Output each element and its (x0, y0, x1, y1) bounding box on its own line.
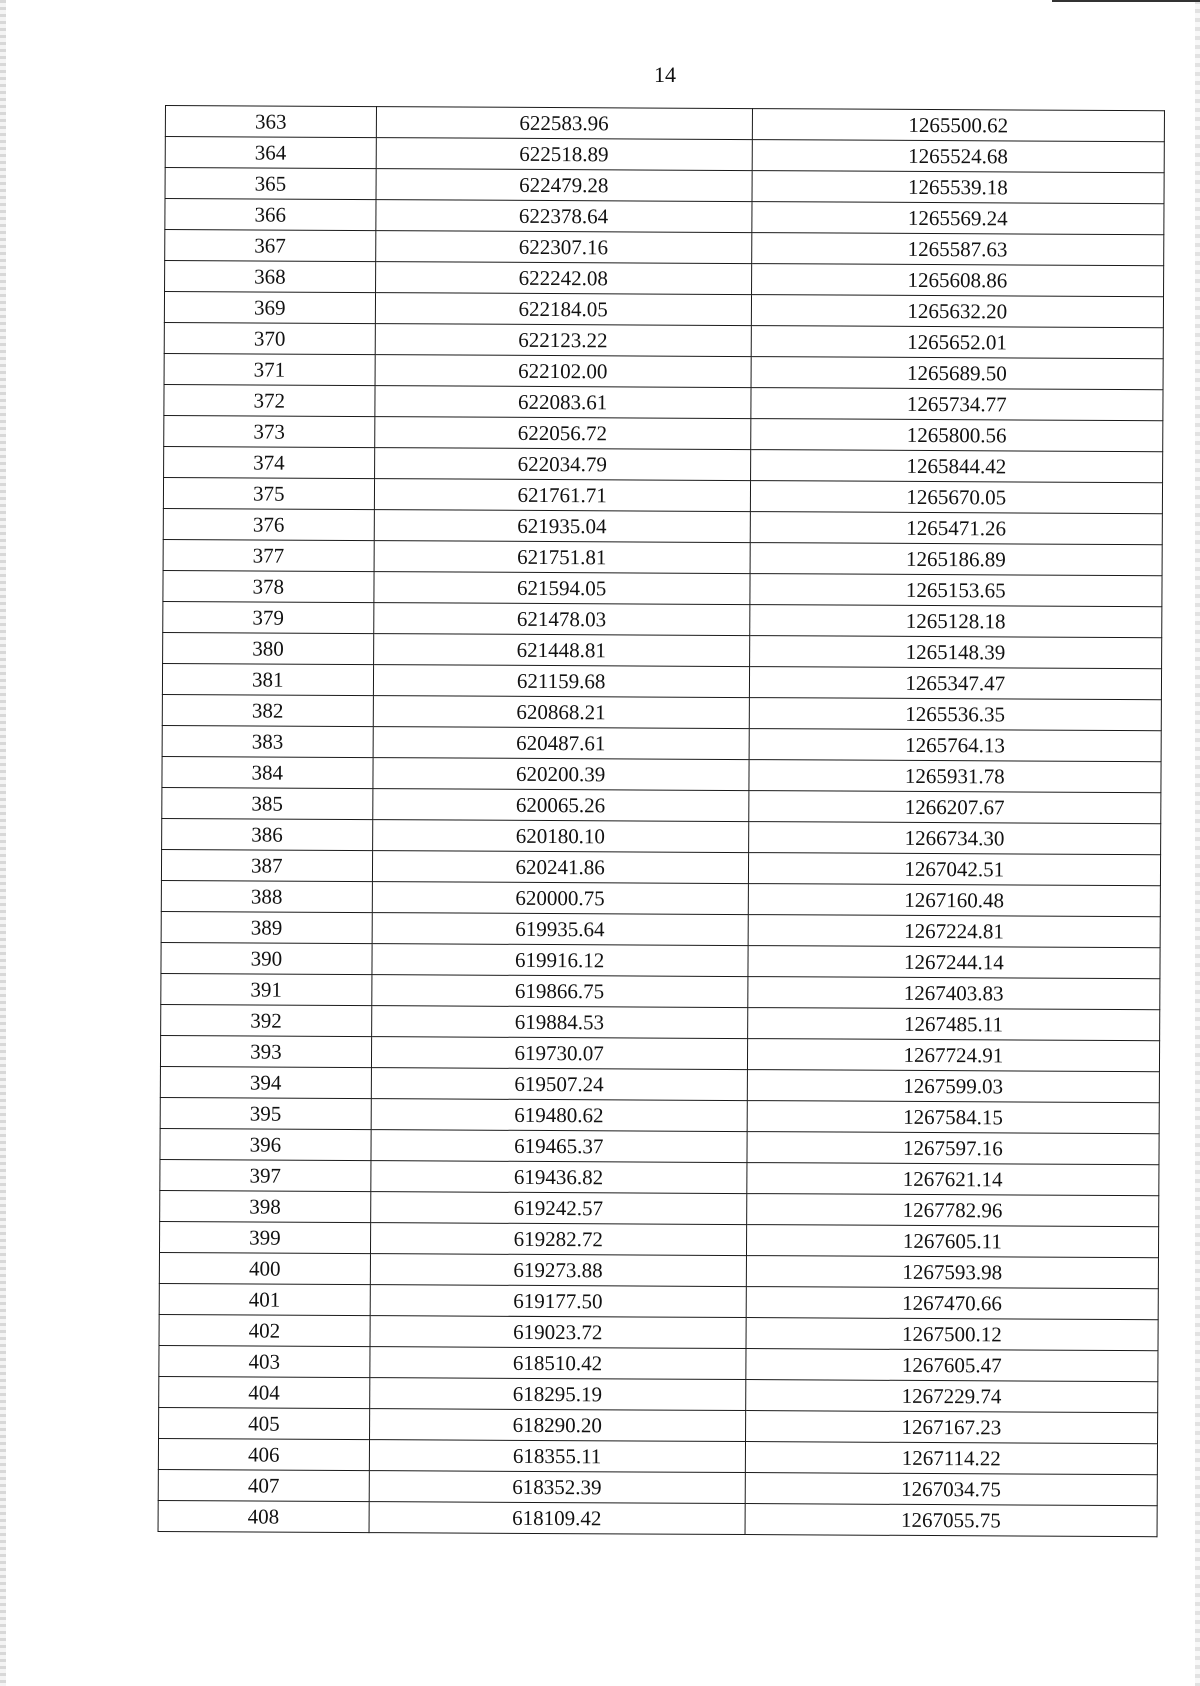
x-coordinate-cell: 622378.64 (376, 200, 752, 233)
table-row (158, 1469, 1157, 1505)
y-coordinate-cell: 1267160.48 (748, 884, 1160, 917)
point-number-cell: 366 (165, 199, 376, 231)
point-number-cell: 388 (161, 880, 372, 912)
y-coordinate-cell: 1265347.47 (749, 667, 1161, 700)
y-coordinate-cell: 1267782.96 (746, 1194, 1158, 1227)
y-coordinate-cell: 1267724.91 (747, 1039, 1159, 1072)
x-coordinate-cell: 619730.07 (371, 1037, 747, 1070)
y-coordinate-cell: 1267605.47 (746, 1349, 1158, 1382)
y-coordinate-cell: 1267034.75 (745, 1473, 1157, 1506)
x-coordinate-cell: 619242.57 (370, 1192, 746, 1225)
x-coordinate-cell: 622102.00 (375, 355, 751, 388)
point-number-cell: 400 (159, 1252, 370, 1284)
scan-left-edge (0, 0, 6, 1686)
y-coordinate-cell: 1265689.50 (751, 357, 1163, 390)
table-row (164, 415, 1163, 451)
y-coordinate-cell: 1267597.16 (747, 1132, 1159, 1165)
table-row (159, 1376, 1158, 1412)
x-coordinate-cell: 621478.03 (373, 603, 749, 636)
y-coordinate-cell: 1265632.20 (751, 295, 1163, 328)
y-coordinate-cell: 1265670.05 (750, 481, 1162, 514)
y-coordinate-cell: 1265148.39 (749, 636, 1161, 669)
x-coordinate-cell: 619436.82 (370, 1161, 746, 1194)
point-number-cell: 401 (159, 1283, 370, 1315)
y-coordinate-cell: 1265608.86 (751, 264, 1163, 297)
y-coordinate-cell: 1267500.12 (746, 1318, 1158, 1351)
table-row (165, 230, 1164, 266)
point-number-cell: 381 (162, 663, 373, 695)
x-coordinate-cell: 621594.05 (374, 572, 750, 605)
y-coordinate-cell: 1267593.98 (746, 1256, 1158, 1289)
y-coordinate-cell: 1267485.11 (747, 1008, 1159, 1041)
x-coordinate-cell: 619884.53 (371, 1006, 747, 1039)
x-coordinate-cell: 619023.72 (370, 1316, 746, 1349)
table-row (159, 1407, 1158, 1443)
point-number-cell: 365 (165, 168, 376, 200)
y-coordinate-cell: 1265844.42 (750, 450, 1162, 483)
y-coordinate-cell: 1265471.26 (750, 512, 1162, 545)
table-row (164, 322, 1163, 358)
point-number-cell: 374 (164, 446, 375, 478)
point-number-cell: 394 (160, 1066, 371, 1098)
x-coordinate-cell: 622083.61 (375, 386, 751, 419)
y-coordinate-cell: 1267470.66 (746, 1287, 1158, 1320)
y-coordinate-cell: 1267584.15 (747, 1101, 1159, 1134)
point-number-cell: 372 (164, 384, 375, 416)
x-coordinate-cell: 620000.75 (372, 882, 748, 915)
y-coordinate-cell: 1267114.22 (745, 1442, 1157, 1475)
y-coordinate-cell: 1267229.74 (745, 1380, 1157, 1413)
point-number-cell: 405 (159, 1407, 370, 1439)
point-number-cell: 382 (162, 694, 373, 726)
y-coordinate-cell: 1267599.03 (747, 1070, 1159, 1103)
point-number-cell: 385 (162, 787, 373, 819)
point-number-cell: 364 (165, 137, 376, 169)
x-coordinate-cell: 619507.24 (371, 1068, 747, 1101)
x-coordinate-cell: 622242.08 (375, 262, 751, 295)
point-number-cell: 391 (161, 973, 372, 1005)
x-coordinate-cell: 619273.88 (370, 1254, 746, 1287)
point-number-cell: 393 (160, 1035, 371, 1067)
y-coordinate-cell: 1265153.65 (750, 574, 1162, 607)
table-row (164, 446, 1163, 482)
table-row (164, 292, 1163, 328)
point-number-cell: 379 (163, 601, 374, 633)
x-coordinate-cell: 619935.64 (372, 913, 748, 946)
y-coordinate-cell: 1267224.81 (748, 915, 1160, 948)
point-number-cell: 408 (158, 1500, 369, 1532)
y-coordinate-cell: 1267605.11 (746, 1225, 1158, 1258)
x-coordinate-cell: 618355.11 (369, 1440, 745, 1473)
x-coordinate-cell: 622123.22 (375, 324, 751, 357)
point-number-cell: 399 (159, 1221, 370, 1253)
y-coordinate-cell: 1265931.78 (749, 760, 1161, 793)
point-number-cell: 380 (163, 632, 374, 664)
point-number-cell: 396 (160, 1128, 371, 1160)
x-coordinate-cell: 621159.68 (373, 665, 749, 698)
y-coordinate-cell: 1267042.51 (748, 853, 1160, 886)
table-row (164, 353, 1163, 389)
x-coordinate-cell: 620868.21 (373, 696, 749, 729)
table-row (158, 1438, 1157, 1474)
y-coordinate-cell: 1266734.30 (748, 822, 1160, 855)
table-row (165, 261, 1164, 297)
y-coordinate-cell: 1265536.35 (749, 698, 1161, 731)
x-coordinate-cell: 621761.71 (374, 479, 750, 512)
point-number-cell: 387 (161, 849, 372, 881)
point-number-cell: 370 (164, 322, 375, 354)
point-number-cell: 369 (164, 292, 375, 324)
point-number-cell: 407 (158, 1469, 369, 1501)
x-coordinate-cell: 619480.62 (371, 1099, 747, 1132)
point-number-cell: 376 (163, 508, 374, 540)
x-coordinate-cell: 622479.28 (376, 169, 752, 202)
y-coordinate-cell: 1265587.63 (751, 233, 1163, 266)
x-coordinate-cell: 622307.16 (375, 231, 751, 264)
table-row (158, 1500, 1157, 1536)
point-number-cell: 373 (164, 415, 375, 447)
x-coordinate-cell: 622583.96 (376, 107, 752, 140)
point-number-cell: 383 (162, 725, 373, 757)
x-coordinate-cell: 618352.39 (369, 1471, 745, 1504)
table-row (163, 477, 1162, 513)
point-number-cell: 390 (161, 942, 372, 974)
point-number-cell: 378 (163, 570, 374, 602)
x-coordinate-cell: 620487.61 (373, 727, 749, 760)
y-coordinate-cell: 1267403.83 (747, 977, 1159, 1010)
y-coordinate-cell: 1265128.18 (749, 605, 1161, 638)
point-number-cell: 397 (160, 1159, 371, 1191)
y-coordinate-cell: 1265539.18 (752, 171, 1164, 204)
point-number-cell: 377 (163, 539, 374, 571)
y-coordinate-cell: 1267167.23 (745, 1411, 1157, 1444)
y-coordinate-cell: 1267055.75 (745, 1504, 1157, 1537)
y-coordinate-cell: 1266207.67 (748, 791, 1160, 824)
point-number-cell: 367 (165, 230, 376, 262)
y-coordinate-cell: 1265764.13 (749, 729, 1161, 762)
table-row (163, 508, 1162, 544)
y-coordinate-cell: 1265652.01 (751, 326, 1163, 359)
x-coordinate-cell: 619916.12 (372, 944, 748, 977)
y-coordinate-cell: 1265569.24 (752, 202, 1164, 235)
y-coordinate-cell: 1267244.14 (748, 946, 1160, 979)
point-number-cell: 406 (158, 1438, 369, 1470)
point-number-cell: 375 (163, 477, 374, 509)
point-number-cell: 395 (160, 1097, 371, 1129)
x-coordinate-cell: 621448.81 (373, 634, 749, 667)
point-number-cell: 404 (159, 1376, 370, 1408)
coordinate-table-body (158, 106, 1164, 1537)
x-coordinate-cell: 619177.50 (370, 1285, 746, 1318)
x-coordinate-cell: 618295.19 (369, 1378, 745, 1411)
x-coordinate-cell: 618109.42 (369, 1502, 745, 1535)
point-number-cell: 398 (160, 1190, 371, 1222)
x-coordinate-cell: 620241.86 (372, 851, 748, 884)
x-coordinate-cell: 622184.05 (375, 293, 751, 326)
x-coordinate-cell: 618290.20 (369, 1409, 745, 1442)
y-coordinate-cell: 1265186.89 (750, 543, 1162, 576)
point-number-cell: 371 (164, 353, 375, 385)
x-coordinate-cell: 622034.79 (374, 448, 750, 481)
x-coordinate-cell: 622518.89 (376, 138, 752, 171)
x-coordinate-cell: 619866.75 (371, 975, 747, 1008)
point-number-cell: 403 (159, 1345, 370, 1377)
x-coordinate-cell: 618510.42 (370, 1347, 746, 1380)
top-rule-line (1052, 0, 1200, 2)
x-coordinate-cell: 621935.04 (374, 510, 750, 543)
y-coordinate-cell: 1265524.68 (752, 140, 1164, 173)
point-number-cell: 384 (162, 756, 373, 788)
point-number-cell: 363 (165, 106, 376, 138)
y-coordinate-cell: 1265734.77 (751, 388, 1163, 421)
scan-right-edge (1195, 0, 1200, 1686)
x-coordinate-cell: 621751.81 (374, 541, 750, 574)
x-coordinate-cell: 620065.26 (372, 789, 748, 822)
x-coordinate-cell: 619282.72 (370, 1223, 746, 1256)
point-number-cell: 392 (161, 1004, 372, 1036)
x-coordinate-cell: 620180.10 (372, 820, 748, 853)
point-number-cell: 402 (159, 1314, 370, 1346)
point-number-cell: 386 (162, 818, 373, 850)
y-coordinate-cell: 1267621.14 (746, 1163, 1158, 1196)
y-coordinate-cell: 1265500.62 (752, 109, 1164, 142)
x-coordinate-cell: 619465.37 (371, 1130, 747, 1163)
page-number: 14 (654, 62, 676, 87)
coordinate-table (158, 105, 1165, 1537)
point-number-cell: 389 (161, 911, 372, 943)
x-coordinate-cell: 622056.72 (374, 417, 750, 450)
x-coordinate-cell: 620200.39 (373, 758, 749, 791)
point-number-cell: 368 (165, 261, 376, 293)
y-coordinate-cell: 1265800.56 (750, 419, 1162, 452)
table-row (164, 384, 1163, 420)
